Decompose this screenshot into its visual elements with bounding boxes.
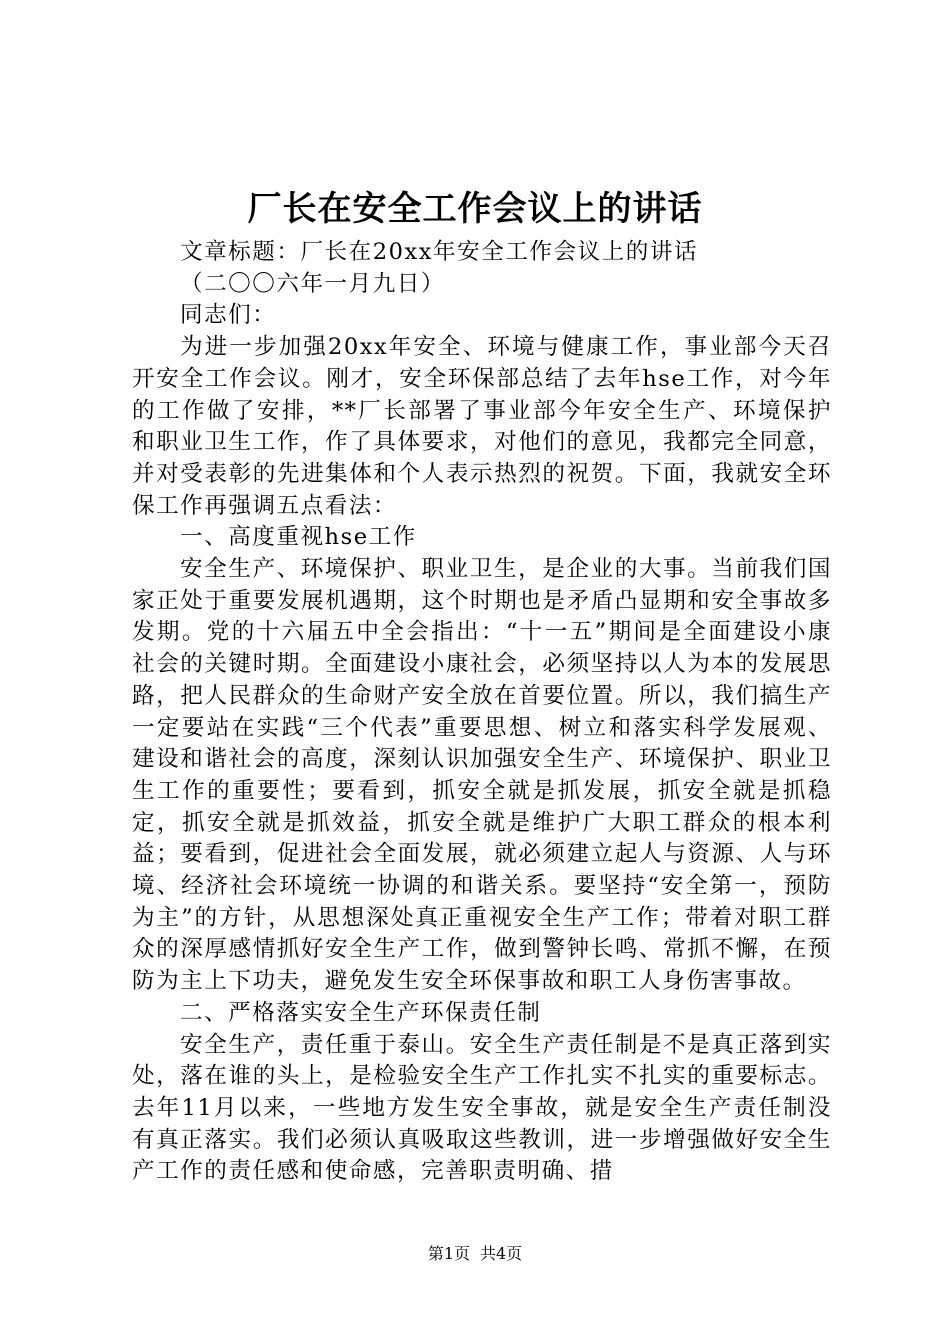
date-line: （二〇〇六年一月九日） [180, 270, 446, 297]
section-2-paragraph: 安全生产，责任重于泰山。安全生产责任制是不是真正落到实处，落在谁的头上，是检验安全生产工作扎实不扎实的重要标志。去年11月以来，一些地方发生安全事故，就是安全生产责任制没有真正落实。我们必须认真吸取这些教训，进一步增强做好安全生产工作的责任感和使命感，完善职责明确、措 [132, 1031, 832, 1185]
section-1-paragraph: 安全生产、环境保护、职业卫生，是企业的大事。当前我们国家正处于重要发展机遇期，这个时期也是矛盾凸显期和安全事故多发期。党的十六届五中全会指出：“十一五”期间是全面建设小康社会的关键时期。全面建设小康社会，必须坚持以人为本的发展思路，把人民群众的生命财产安全放在首要位置。所以，我们搞生产一定要站在实践“三个代表”重要思想、树立和落实科学发展观、建设和谐社会的高度，深刻认识加强安全生产、环境保护、职业卫生工作的重要性；要看到，抓安全就是抓发展，抓安全就是抓稳定，抓安全就是抓效益，抓安全就是维护广大职工群众的根本利益；要看到，促进社会全面发展，就必须建立起人与资源、人与环境、经济社会环境统一协调的和谐关系。要坚持“安全第一，预防为主”的方针，从思想深处真正重视安全生产工作；带着对职工群众的深厚感情抓好安全生产工作，做到警钟长鸣、常抓不懈，在预防为主上下功夫，避免发生安全环保事故和职工人身伤害事故。 [132, 556, 832, 995]
section-2-heading: 二、严格落实安全生产环保责任制 [180, 999, 542, 1026]
salutation: 同志们： [180, 302, 277, 329]
intro-paragraph: 为进一步加强20xx年安全、环境与健康工作，事业部今天召开安全工作会议。刚才，安全环保部总结了去年hse工作，对今年的工作做了安排，**厂长部署了事业部今年安全生产、环境保护和职业卫生工作，作了具体要求，对他们的意见，我都完全同意，并对受表彰的先进集体和个人表示热烈的祝贺。下面，我就安全环保工作再强调五点看法： [132, 334, 832, 519]
section-1-heading: 一、高度重视hse工作 [180, 524, 417, 551]
document-title: 厂长在安全工作会议上的讲话 [247, 189, 703, 229]
page-number: 第1页 [427, 1244, 470, 1263]
article-title-line: 文章标题：厂长在20xx年安全工作会议上的讲话 [180, 239, 699, 265]
document-body [132, 237, 832, 1188]
page-total: 共4页 [480, 1244, 523, 1263]
page-footer [0, 1243, 950, 1265]
